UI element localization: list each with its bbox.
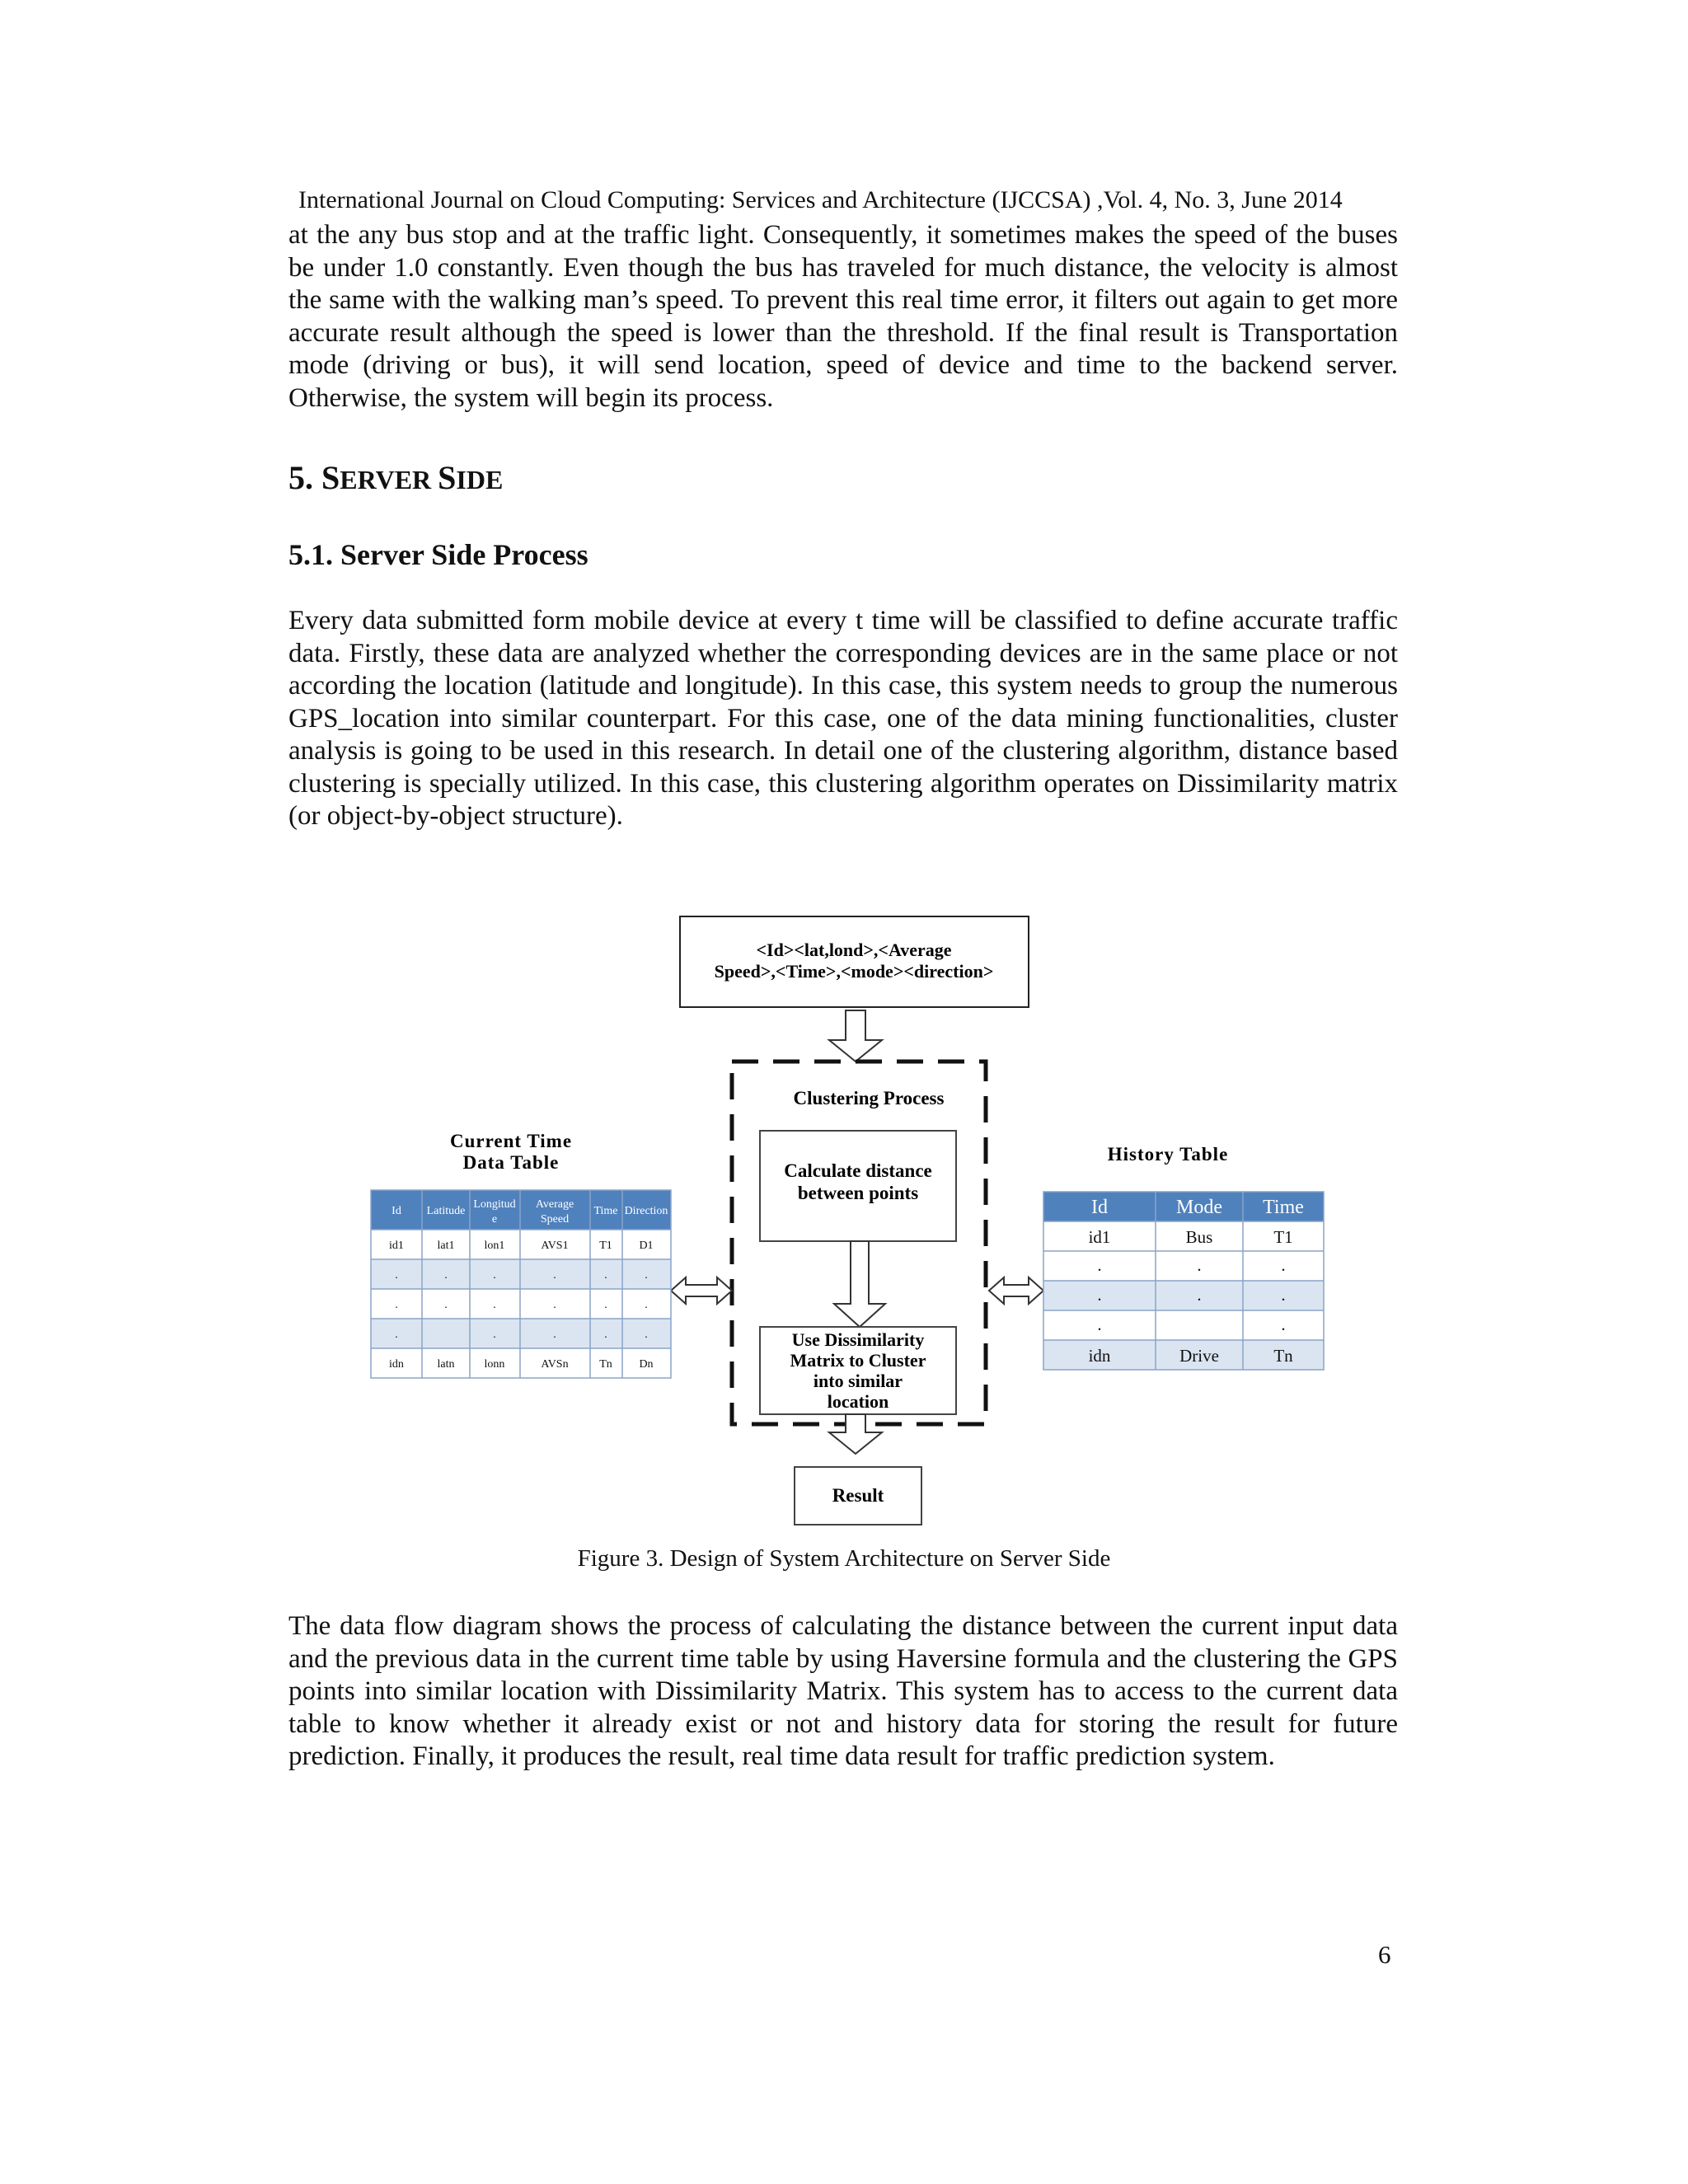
current-cell: . [395, 1329, 398, 1341]
history-cell: . [1281, 1255, 1286, 1275]
history-cell: T1 [1273, 1227, 1293, 1247]
history-cell: . [1281, 1315, 1286, 1334]
history-cell: Drive [1179, 1346, 1219, 1366]
history-table-title: History Table [1107, 1144, 1229, 1165]
current-cell: . [553, 1269, 556, 1282]
input-record-line-2: Speed>,<Time>,<mode><direction> [714, 961, 994, 982]
history-cell: idn [1088, 1346, 1111, 1366]
history-cell: Bus [1185, 1227, 1213, 1247]
current-cell: lon1 [484, 1240, 505, 1252]
current-table-title-line-1: Current Time [449, 1131, 573, 1151]
current-cell: AVSn [541, 1358, 569, 1371]
current-col-header: Average [535, 1198, 574, 1211]
down-arrow-icon [829, 1010, 882, 1062]
current-cell: . [395, 1269, 398, 1282]
current-cell: . [553, 1299, 556, 1311]
down-arrow-icon [829, 1414, 882, 1454]
calculate-distance-line-2: between points [797, 1183, 919, 1203]
page-number: 6 [1378, 1940, 1391, 1969]
figure-caption: Figure 3. Design of System Architecture on Server Side [577, 1545, 1111, 1572]
current-cell: . [444, 1269, 448, 1282]
current-cell: . [444, 1299, 448, 1311]
double-arrow-icon [671, 1277, 732, 1304]
paragraph-1: at the any bus stop and at the traffic light. Consequently, it sometimes makes the speed of the buses be under 1.0 constantly. Even though the bus has traveled for much distance, the velocity is almost the same with the walking man’s speed. To prevent this real time error, it filters out again to get more accurate result although the speed is lower than the threshold. If the final result is Transportation mode (driving or bus), it will send location, speed of device and time to the backend server. Otherwise, the system will begin its process. [288, 220, 1398, 413]
section-number: 5. [288, 459, 321, 496]
history-cell: id1 [1088, 1227, 1111, 1247]
current-col-header: Latitude [426, 1205, 466, 1217]
current-col-header: Id [392, 1205, 401, 1217]
subsection-heading: 5.1. Server Side Process [288, 538, 588, 571]
section-title-rest-2: IDE [456, 465, 504, 494]
current-cell: lat1 [437, 1240, 455, 1252]
section-title-initial-2: S [438, 459, 457, 496]
history-table [1043, 1192, 1324, 1370]
running-head: International Journal on Cloud Computing: Services and Architecture (IJCCSA) ,Vol. 4, No. 3, June 2014 [298, 186, 1343, 213]
current-cell: . [604, 1329, 607, 1341]
history-cell: Tn [1273, 1346, 1293, 1366]
current-col-header: Longitud [473, 1198, 516, 1211]
current-cell: id1 [389, 1240, 404, 1252]
history-cell: . [1097, 1315, 1102, 1334]
input-record-line-1: <Id><lat,lond>,<Average [756, 940, 952, 960]
dissimilarity-line-2: Matrix to Cluster [790, 1350, 926, 1371]
history-cell: . [1097, 1285, 1102, 1305]
current-cell: Tn [599, 1358, 612, 1371]
current-cell: . [553, 1329, 556, 1341]
current-cell: . [395, 1299, 398, 1311]
section-title-rest-1: ERVER [340, 465, 438, 494]
history-col-header: Mode [1176, 1197, 1222, 1218]
current-cell: AVS1 [541, 1240, 569, 1252]
history-cell: . [1197, 1285, 1202, 1305]
current-cell: . [604, 1299, 607, 1311]
dissimilarity-line-3: into similar [813, 1371, 903, 1391]
current-cell: . [604, 1269, 607, 1282]
history-cell: . [1197, 1255, 1202, 1275]
current-cell: Dn [639, 1358, 654, 1371]
history-cell: . [1281, 1285, 1286, 1305]
current-cell: . [493, 1299, 496, 1311]
paragraph-2: Every data submitted form mobile device at every t time will be classified to define accurate traffic data. Firstly, these data are analyzed whether the corresponding devices are in the same place or not according the location (latitude and longitude). In this case, this system needs to group the numerous GPS_location into similar counterpart. For this case, one of the data mining functionalities, cluster analysis is going to be used in this research. In detail one of the clustering algorithm, distance based clustering is specially utilized. In this case, this clustering algorithm operates on Dissimilarity matrix (or object-by-object structure). [288, 606, 1398, 831]
current-cell: lonn [484, 1358, 505, 1371]
history-col-header: Time [1263, 1197, 1304, 1218]
history-col-header: Id [1091, 1197, 1108, 1218]
current-cell: . [493, 1329, 496, 1341]
clustering-process-title: Clustering Process [793, 1088, 945, 1108]
current-cell: T1 [599, 1240, 612, 1252]
current-cell: . [645, 1269, 648, 1282]
current-col-header: Speed [540, 1213, 570, 1226]
down-arrow-icon [834, 1241, 885, 1327]
current-table-title-line-2: Data Table [462, 1152, 560, 1173]
current-cell: . [645, 1299, 648, 1311]
current-cell: . [493, 1269, 496, 1282]
current-time-data-table [371, 1190, 671, 1378]
current-col-header: Time [593, 1205, 618, 1217]
dissimilarity-line-1: Use Dissimilarity [791, 1329, 925, 1350]
calculate-distance-line-1: Calculate distance [784, 1160, 932, 1181]
paragraph-3: The data flow diagram shows the process of calculating the distance between the current input data and the previous data in the current time table by using Haversine formula and the clustering the GPS points into similar location with Dissimilarity Matrix. This system has to access to the current data table to know whether it already exist or not and history data for storing the result for future prediction. Finally, it produces the result, real time data result for traffic prediction system. [288, 1611, 1398, 1771]
current-col-header: Direction [624, 1205, 668, 1217]
current-cell: latn [437, 1358, 455, 1371]
current-cell: idn [389, 1358, 404, 1371]
current-col-header: e [491, 1213, 498, 1226]
current-cell: . [645, 1329, 648, 1341]
result-label: Result [832, 1485, 884, 1506]
current-cell: D1 [639, 1240, 654, 1252]
dissimilarity-line-4: location [827, 1391, 889, 1412]
double-arrow-icon [989, 1277, 1043, 1304]
section-title-initial-1: S [321, 459, 340, 496]
history-cell: . [1097, 1255, 1102, 1275]
